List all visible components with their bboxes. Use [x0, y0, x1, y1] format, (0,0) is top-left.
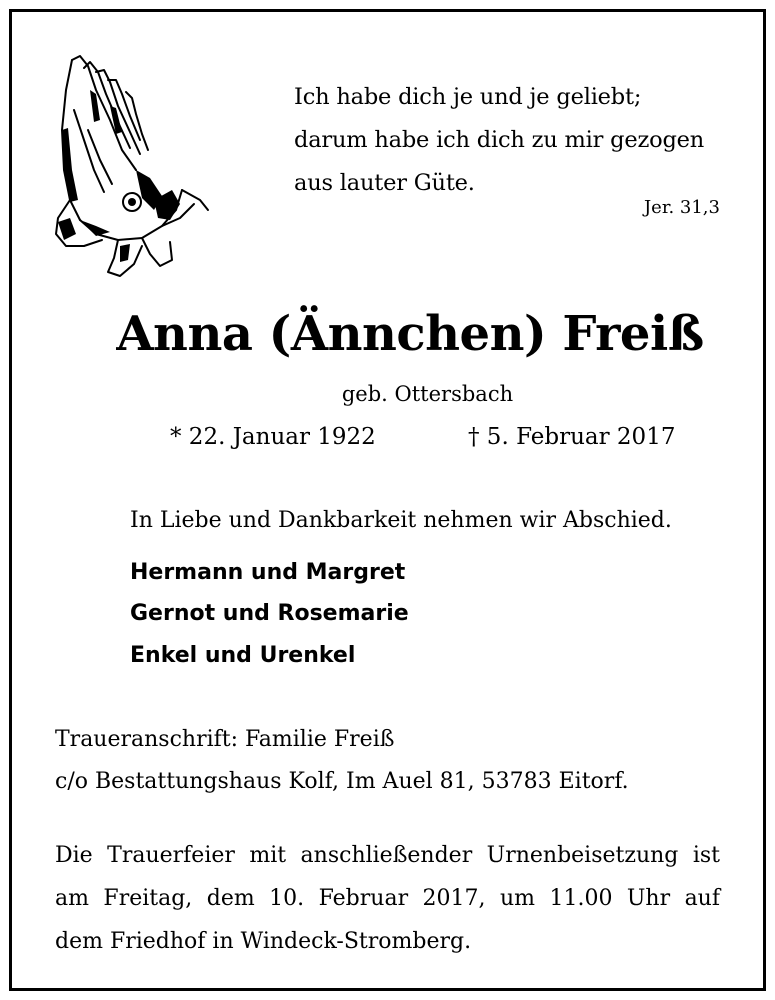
funeral-service-info	[55, 834, 720, 963]
service-line: dem Friedhof in Windeck-Stromberg.	[55, 929, 472, 954]
verse-line: darum habe ich dich zu mir gezogen	[294, 127, 705, 153]
mourning-address-line: c/o Bestattungshaus Kolf, Im Auel 81, 53783 Eitorf.	[55, 769, 629, 794]
service-line: Die Trauerfeier mit anschließender Urnenbeisetzung ist	[55, 843, 720, 868]
death-date: † 5. Februar 2017	[468, 424, 676, 450]
farewell-text: In Liebe und Dankbarkeit nehmen wir Abschied.	[130, 508, 672, 533]
bible-verse	[294, 76, 704, 205]
service-line: am Freitag, dem 10. Februar 2017, um 11.00 Uhr auf	[55, 886, 720, 911]
mourning-address-line: Traueranschrift: Familie Freiß	[55, 727, 395, 752]
verse-line: aus lauter Güte.	[294, 170, 475, 196]
praying-hands-icon	[50, 50, 212, 280]
mourner-line: Hermann und Margret	[130, 560, 406, 585]
verse-line: Ich habe dich je und je geliebt;	[294, 84, 642, 110]
mourner-line: Gernot und Rosemarie	[130, 601, 409, 626]
birth-date: * 22. Januar 1922	[170, 424, 376, 450]
deceased-name: Anna (Ännchen) Freiß	[116, 306, 704, 362]
maiden-name: geb. Ottersbach	[341, 382, 514, 406]
mourner-line: Enkel und Urenkel	[130, 643, 356, 668]
verse-reference: Jer. 31,3	[643, 197, 720, 218]
